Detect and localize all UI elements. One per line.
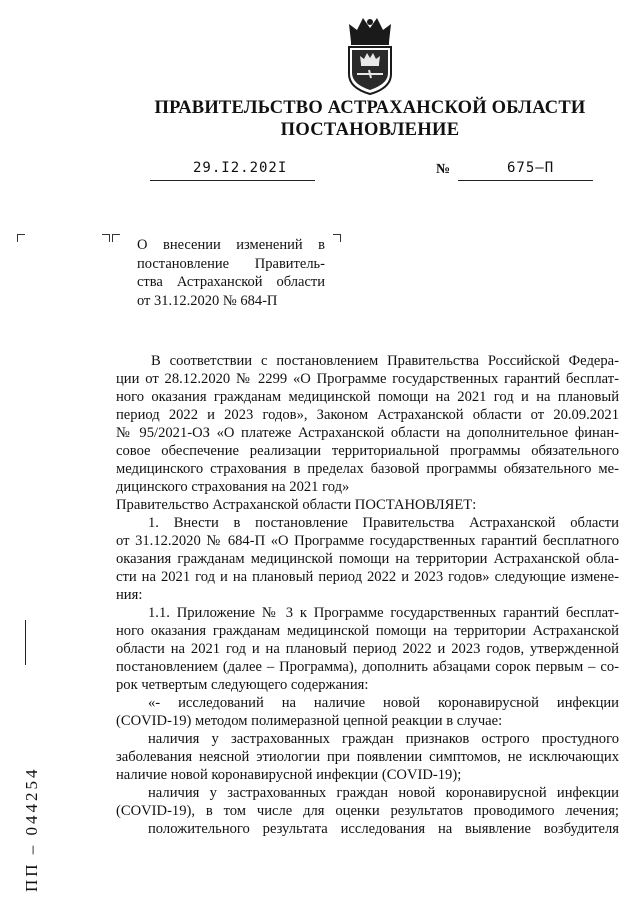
body-line: дицинского страхования на 2021 год»	[116, 479, 350, 495]
body-line: 1.1. Приложение № 3 к Программе государственных гарантий бесплат-	[148, 605, 619, 621]
body-line: сти на 2021 год и на плановый период 2022 и 2023 годов» следующие измене-	[116, 569, 619, 585]
number-underline	[458, 180, 593, 181]
subject-line: постановление Правитель-	[137, 255, 325, 272]
body-line: (COVID-19), в том числе для оценки результатов проводимого лечения;	[116, 803, 619, 819]
body-line: № 95/2021-ОЗ «О платеже Астраханской области на дополнительное финан-	[116, 425, 619, 441]
body-line: положительного результата исследования на выявление возбудителя	[148, 821, 619, 837]
body-line: ния:	[116, 587, 143, 603]
body-line: наличия у застрахованных граждан новой коронавирусной инфекции	[148, 785, 619, 801]
body-line: совое обеспечение реализации территориальной программы обязательного	[116, 443, 619, 459]
body-line: области на 2021 год и на плановый период 2022 и 2023 годов, утвержденной	[116, 641, 619, 657]
coat-of-arms-icon	[339, 16, 401, 96]
body-line: Правительство Астраханской области ПОСТАНОВЛЯЕТ:	[116, 497, 477, 513]
body-line: от 31.12.2020 № 684-П «О Программе государственных гарантий бесплатного	[116, 533, 619, 549]
corner-mark	[112, 234, 120, 242]
document-type: ПОСТАНОВЛЕНИЕ	[280, 120, 460, 140]
document-body	[116, 352, 619, 838]
body-line: (COVID-19) методом полимеразной цепной реакции в случае:	[116, 713, 503, 729]
body-line: рок четвертым следующего содержания:	[116, 677, 369, 693]
body-line: ного оказания гражданам медицинской помощи на 2021 год и на плановый	[116, 389, 619, 405]
corner-mark	[17, 234, 25, 242]
body-line: оказания гражданам медицинской помощи на территории Астраханской обла-	[116, 551, 619, 567]
document-date: 29.I2.202I	[193, 160, 288, 176]
document-subject	[137, 236, 325, 310]
number-sign: №	[436, 162, 451, 177]
corner-mark	[333, 234, 341, 242]
subject-line: О внесении изменений в	[137, 237, 325, 253]
body-line: наличие новой коронавирусной инфекции (COVID-19);	[116, 767, 462, 783]
corner-mark	[102, 234, 110, 242]
organization-title: ПРАВИТЕЛЬСТВО АСТРАХАНСКОЙ ОБЛАСТИ	[154, 98, 586, 118]
body-line: 1. Внести в постановление Правительства Астраханской области	[148, 515, 619, 531]
body-line: постановлением (далее – Программа), дополнить абзацами сорок первым – со-	[116, 659, 619, 675]
body-line: наличия у застрахованных граждан признаков острого простудного	[148, 731, 619, 747]
subject-line: ства Астраханской области	[137, 274, 325, 290]
body-line: В соответствии с постановлением Правительства Российской Федера-	[151, 353, 619, 369]
body-line: медицинского страхования в пределах базовой программы обязательного ме-	[116, 461, 619, 477]
body-line: ции от 28.12.2020 № 2299 «О Программе государственных гарантий бесплат-	[116, 371, 619, 387]
document-number: 675–П	[507, 160, 555, 176]
body-line: ного оказания гражданам медицинской помощи на территории Астраханской	[116, 623, 619, 639]
margin-rule	[25, 620, 26, 665]
serial-number: ПП – 044254	[22, 766, 41, 892]
body-line: «- исследований на наличие новой коронавирусной инфекции	[148, 695, 619, 711]
subject-line: от 31.12.2020 № 684-П	[137, 292, 278, 309]
date-underline	[150, 180, 315, 181]
body-line: период 2022 и 2023 годов», Законом Астраханской области от 20.09.2021	[116, 407, 619, 423]
body-line: заболевания неясной этиологии при появлении симптомов, не исключающих	[116, 749, 619, 765]
